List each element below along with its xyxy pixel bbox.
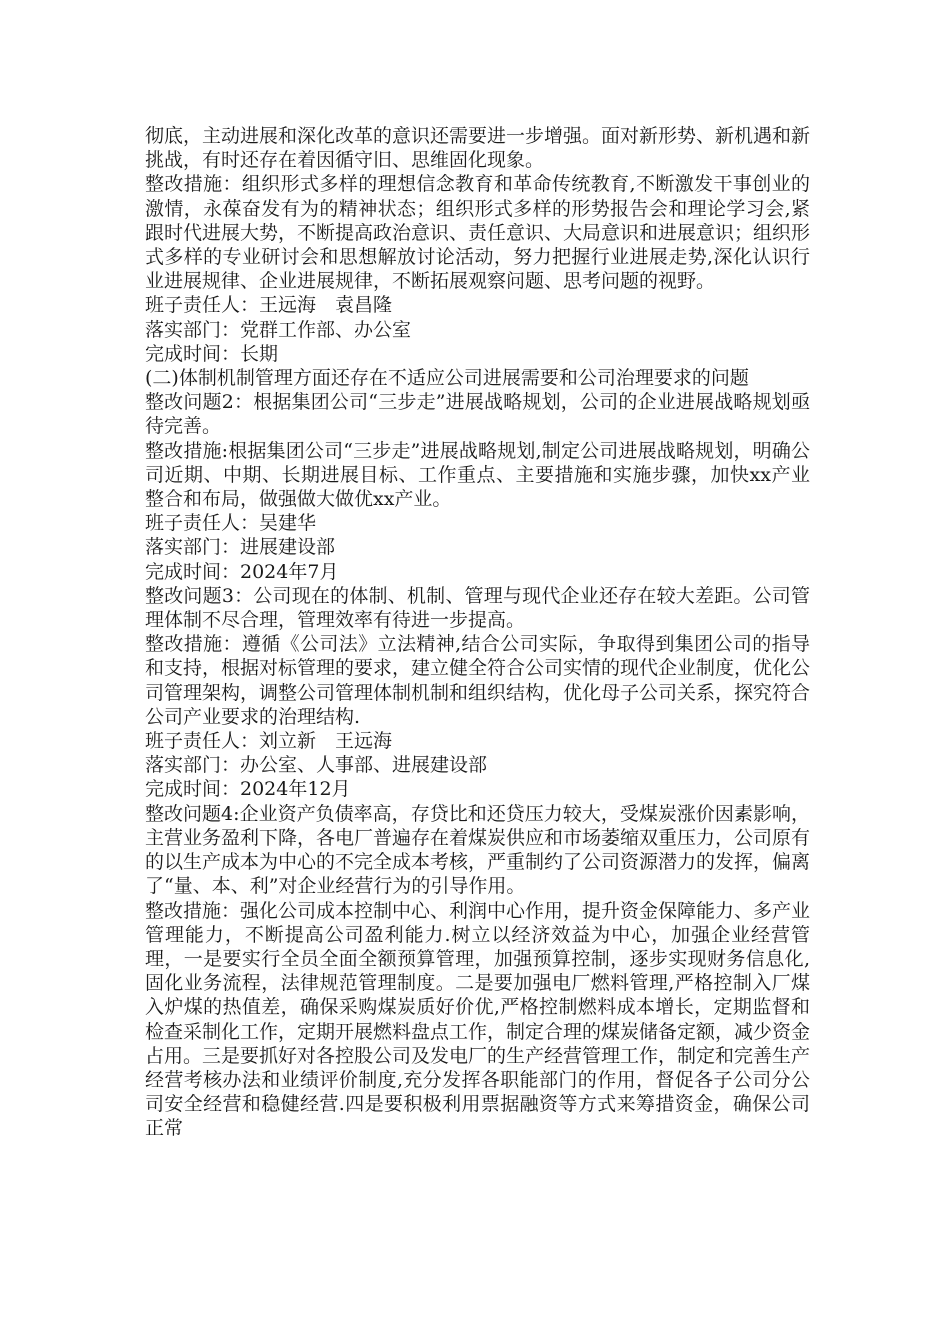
responsible-person-2: 班子责任人：吴建华 (145, 512, 317, 535)
completion-time-1: 完成时间：长期 (145, 342, 279, 365)
responsible-person-1: 班子责任人：王远海 袁昌隆 (145, 294, 393, 317)
completion-time-3: 完成时间：2024年12月 (145, 778, 351, 801)
paragraph-measure-1: 整改措施：组织形式多样的理想信念教育和革命传统教育,不断激发干事创业的激情，永葆奋发有为的精神状态；组织形式多样的形势报告会和理论学习会,紧跟时代进展大势，不断提高政治意识、责任意识、大局意识和进展意识；组织形式多样的专业研讨会和思想解放讨论活动，努力把握行业进展走势,深化认识行业进展规律、企业进展规律，不断拓展观察问题、思考问题的视野。 (145, 173, 811, 293)
section-heading-2: (二)体制机制管理方面还存在不适应公司进展需要和公司治理要求的问题 (145, 367, 749, 390)
document-page (145, 124, 810, 1141)
completion-time-2: 完成时间：2024年7月 (145, 560, 339, 583)
responsible-person-3: 班子责任人：刘立新 王远海 (145, 730, 393, 753)
paragraph-continuation: 彻底，主动进展和深化改革的意识还需要进一步增强。面对新形势、新机遇和新挑战，有时还存在着因循守旧、思维固化现象。 (145, 125, 811, 172)
problem-4: 整改问题4:企业资产负债率高，存贷比和还贷压力较大，受煤炭涨价因素影响，主营业务盈利下降，各电厂普遍存在着煤炭供应和市场萎缩双重压力，公司原有的以生产成本为中心的不完全成本考核，严重制约了公司资源潜力的发挥，偏离了“量、本、利”对企业经营行为的引导作用。 (145, 802, 811, 898)
measure-3: 整改措施：遵循《公司法》立法精神,结合公司实际，争取得到集团公司的指导和支持，根据对标管理的要求，建立健全符合公司实情的现代企业制度，优化公司管理架构，调整公司管理体制机制和组织结构，优化母子公司关系，探究符合公司产业要求的治理结构. (145, 633, 811, 728)
measure-2: 整改措施:根据集团公司“三步走”进展战略规划,制定公司进展战略规划，明确公司近期、中期、长期进展目标、工作重点、主要措施和实施步骤，加快xx产业整合和布局，做强做大做优xx产业。 (145, 439, 810, 511)
department-3: 落实部门：办公室、人事部、进展建设部 (145, 754, 488, 777)
department-1: 落实部门：党群工作部、办公室 (145, 318, 412, 341)
measure-4: 整改措施：强化公司成本控制中心、利润中心作用，提升资金保障能力、多产业管理能力，不断提高公司盈利能力.树立以经济效益为中心，加强企业经营管理，一是要实行全员全面全额预算管理，加强预算控制，逐步实现财务信息化,固化业务流程，法律规范管理制度。二是要加强电厂燃料管理,严格控制入厂煤入炉煤的热值差，确保采购煤炭质好价优,严格控制燃料成本增长，定期监督和检查采制化工作，定期开展燃料盘点工作，制定合理的煤炭储备定额，减少资金占用。三是要抓好对各控股公司及发电厂的生产经营管理工作，制定和完善生产经营考核办法和业绩评价制度,充分发挥各职能部门的作用，督促各子公司分公司安全经营和稳健经营.四是要积极利用票据融资等方式来筹措资金，确保公司正常 (145, 899, 811, 1140)
problem-2: 整改问题2：根据集团公司“三步走”进展战略规划，公司的企业进展战略规划亟待完善。 (145, 391, 810, 438)
department-2: 落实部门：进展建设部 (145, 536, 336, 559)
problem-3: 整改问题3：公司现在的体制、机制、管理与现代企业还存在较大差距。公司管理体制不尽合理，管理效率有待进一步提高。 (145, 584, 810, 632)
